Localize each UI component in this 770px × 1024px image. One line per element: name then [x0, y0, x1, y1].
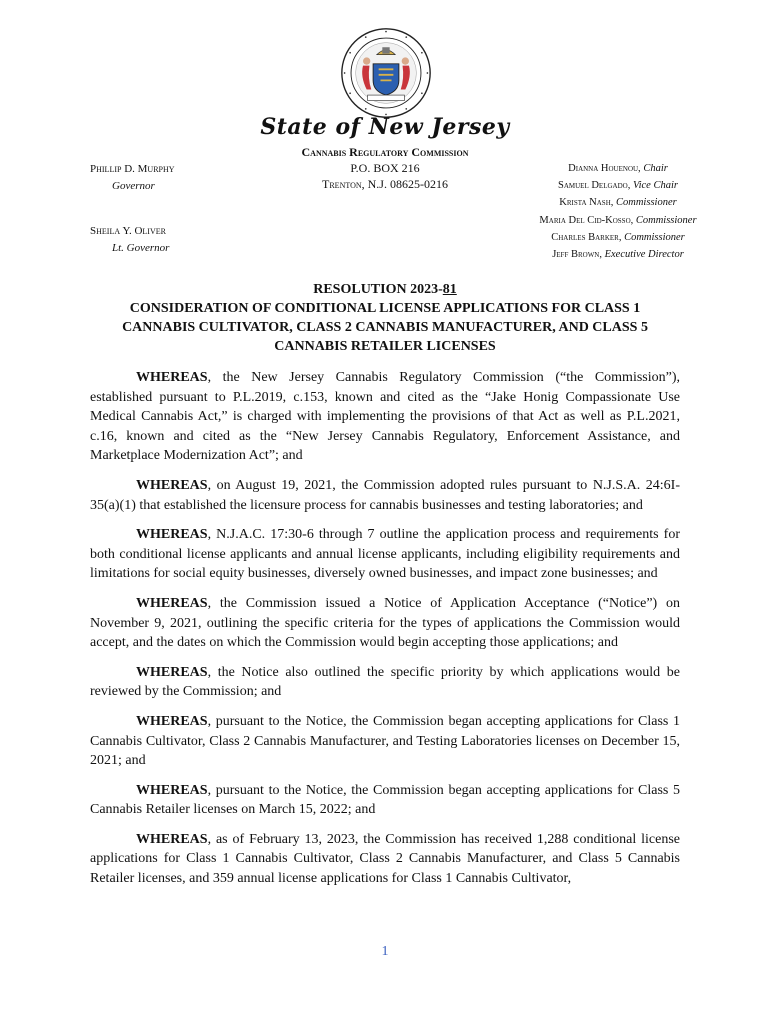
member-line [518, 160, 718, 177]
governor-title: Governor [112, 180, 155, 192]
member-title: Chair [643, 163, 668, 174]
commission-address-block [270, 144, 500, 192]
member-title: Executive Director [604, 249, 684, 261]
paragraph-text: , pursuant to the Notice, the Commission began accepting applications for Class 5 Cannabis Retailer licenses on March 15, 2022; and [90, 782, 680, 818]
member-line [518, 194, 718, 211]
member-name: Krista Nash, [559, 197, 614, 209]
resolution-number: 81 [442, 282, 457, 297]
state-title: State of New Jersey [260, 114, 510, 140]
paragraph-text: , the New Jersey Cannabis Regulatory Commission (“the Commission”), established pursuant to P.L.2019, c.153, known and cited as the “Jake Honig Compassionate Use Medical Cannabis Act,” is charged with implementing the provisions of that Act as well as P.L.2021, c.16, known and cited as the “New Jersey Cannabis Regulatory, Enforcement Assistance, and Marketplace Modernization Act”; and [90, 370, 680, 464]
governor-name: Phillip D. Murphy [90, 163, 175, 175]
lt-governor-title: Lt. Governor [112, 242, 170, 254]
member-title: Vice Chair [632, 180, 678, 192]
member-name: Jeff Brown, [552, 249, 602, 261]
paragraph-lead: WHEREAS [136, 477, 208, 493]
member-line [518, 229, 718, 246]
city-address: Trenton, N.J. 08625-0216 [322, 177, 448, 191]
governor-block [90, 161, 240, 257]
paragraph-lead: WHEREAS [136, 831, 208, 847]
member-name: Charles Barker, [551, 231, 622, 243]
paragraph-text: , the Notice also outlined the specific priority by which applications would be reviewed by the Commission; and [90, 664, 680, 700]
po-box: P.O. BOX 216 [350, 161, 420, 175]
paragraph-lead: WHEREAS [136, 595, 208, 611]
page-number: 1 [381, 944, 389, 959]
paragraph-lead: WHEREAS [136, 713, 208, 729]
member-title: Commissioner [624, 231, 685, 243]
whereas-paragraph [90, 368, 680, 466]
paragraph-text: , N.J.A.C. 17:30-6 through 7 outline the application process and requirements for both conditional license applicants and annual license applicants, including eligibility requirements and limitations for social equity businesses, diversely owned businesses, and impact zone businesses; and [90, 527, 680, 582]
whereas-paragraph [90, 476, 680, 515]
paragraph-text: , on August 19, 2021, the Commission adopted rules pursuant to N.J.S.A. 24:6I-35(a)(1) that established the licensure process for cannabis businesses and testing laboratories; and [90, 477, 680, 513]
whereas-paragraph [90, 830, 680, 889]
paragraph-lead: WHEREAS [136, 664, 208, 680]
paragraph-lead: WHEREAS [136, 782, 208, 798]
whereas-paragraph [90, 663, 680, 702]
whereas-paragraph [90, 594, 680, 653]
state-seal-icon [340, 27, 432, 119]
resolution-heading-line: CANNABIS CULTIVATOR, CLASS 2 CANNABIS MANUFACTURER, AND CLASS 5 [122, 320, 648, 335]
lt-governor-name: Sheila Y. Oliver [90, 225, 166, 237]
paragraph-text: , as of February 13, 2023, the Commission has received 1,288 conditional license applications for Class 1 Cannabis Cultivator, Class 2 Cannabis Manufacturer, and Class 5 Cannabis Retailer licenses, and 359 annual license applications for Class 1 Cannabis Cultivator, [90, 831, 680, 887]
resolution-heading-line: CANNABIS RETAILER LICENSES [274, 339, 496, 354]
resolution-heading-line: CONSIDERATION OF CONDITIONAL LICENSE APPLICATIONS FOR CLASS 1 [129, 301, 641, 316]
member-name: Dianna Houenou, [568, 163, 641, 174]
resolution-number-line [80, 280, 690, 299]
paragraph-lead: WHEREAS [136, 527, 208, 543]
resolution-prefix: RESOLUTION 2023- [313, 282, 443, 297]
whereas-paragraph [90, 712, 680, 771]
member-title: Commissioner [635, 214, 697, 226]
whereas-paragraph [90, 781, 680, 820]
member-name: Maria Del Cid-Kosso, [539, 214, 634, 226]
paragraph-text: , pursuant to the Notice, the Commission began accepting applications for Class 1 Cannabis Cultivator, Class 2 Cannabis Manufacturer, and Testing Laboratories licenses on December 15, 2021; and [90, 713, 680, 769]
member-line [518, 246, 718, 263]
paragraph-lead: WHEREAS [136, 370, 208, 385]
member-line [518, 212, 718, 229]
member-name: Samuel Delgado, [558, 180, 631, 192]
commission-name: Cannabis Regulatory Commission [301, 145, 469, 159]
commission-members [518, 160, 718, 263]
member-title: Commissioner [616, 197, 677, 209]
resolution-title [80, 280, 690, 356]
whereas-paragraph [90, 525, 680, 584]
paragraph-text: , the Commission issued a Notice of Application Acceptance (“Notice”) on November 9, 2021, outlining the specific criteria for the types of applications the Commission would accept, and the dates on which the Commission would begin accepting those applications; and [90, 595, 680, 651]
member-line [518, 177, 718, 194]
resolution-body [90, 368, 680, 899]
